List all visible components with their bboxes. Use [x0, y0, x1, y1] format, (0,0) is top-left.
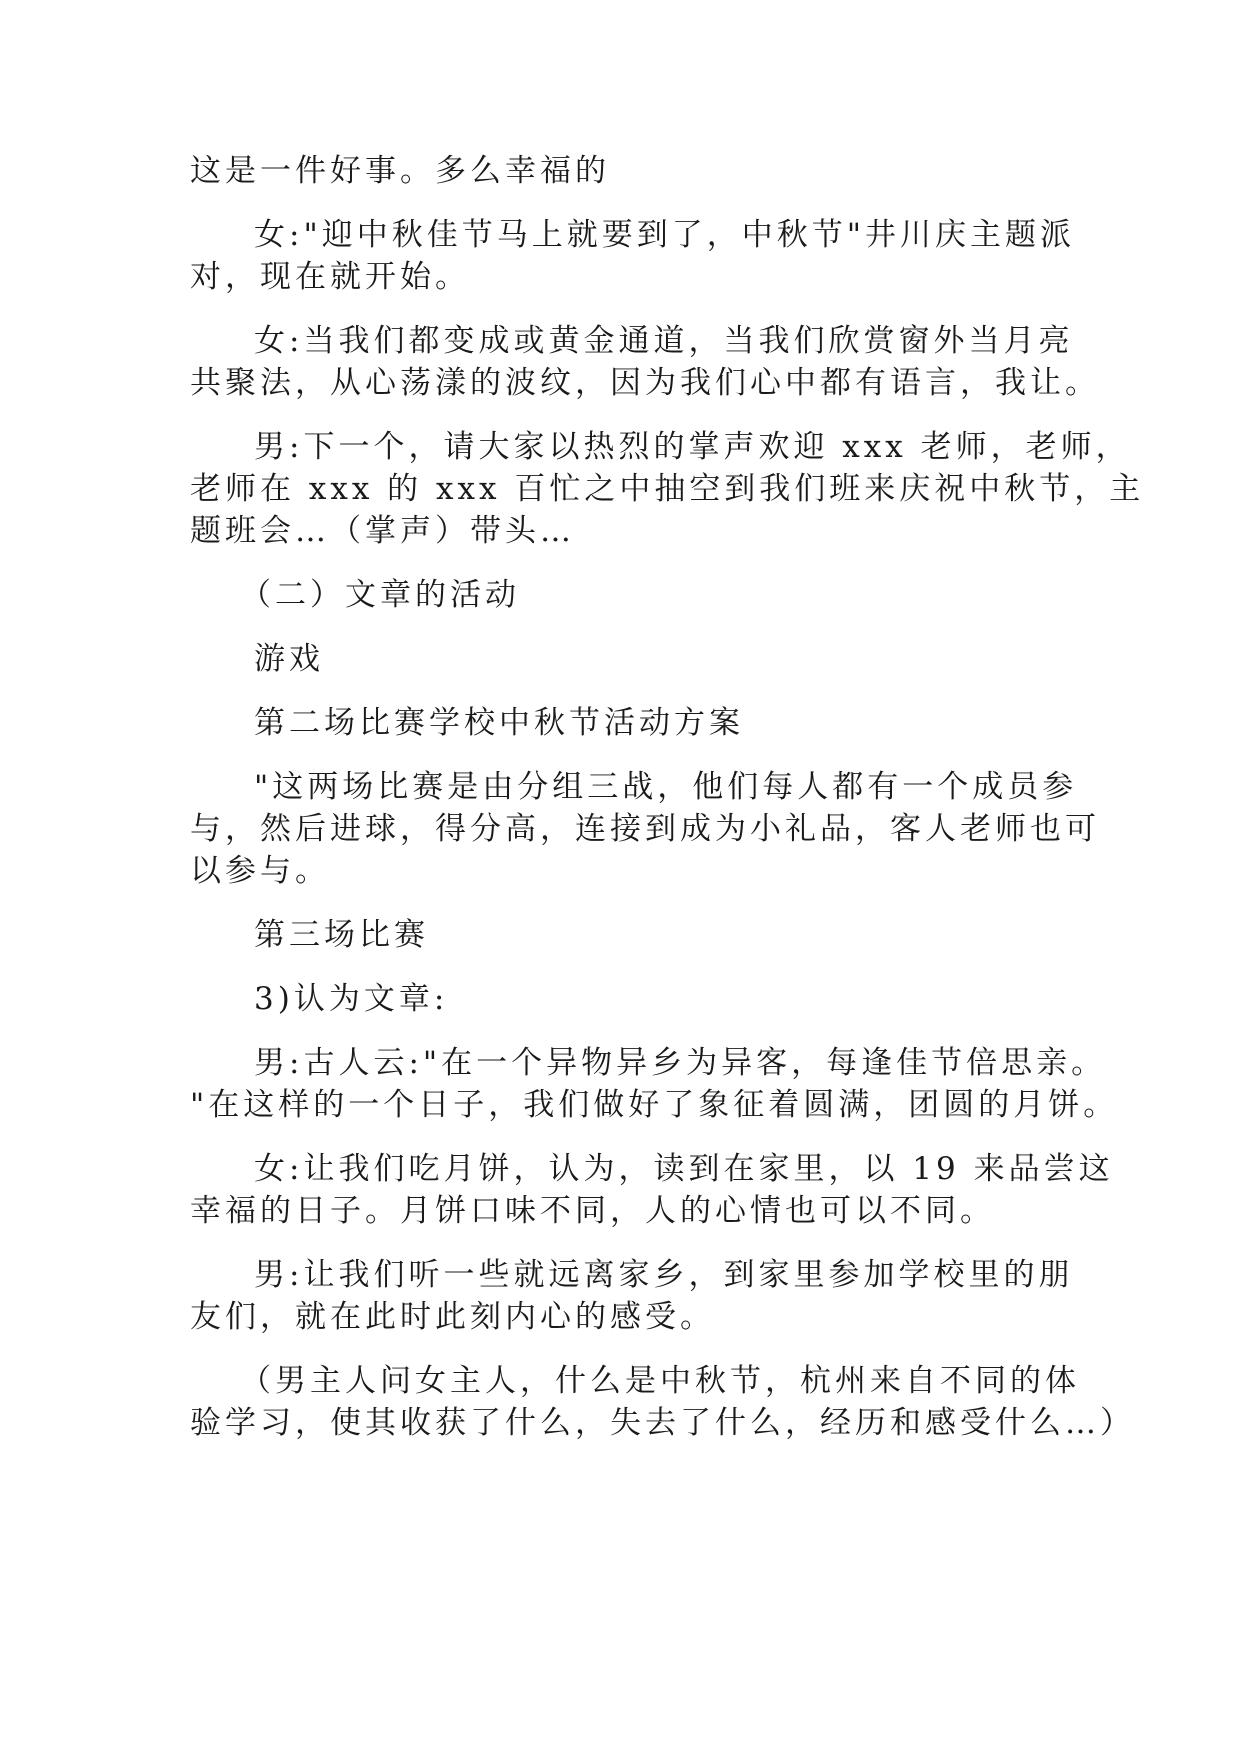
text-line: 这是一件好事。多么幸福的: [190, 153, 610, 189]
text-line: 男:让我们听一些就远离家乡，到家里参加学校里的朋: [254, 1257, 1074, 1293]
text-line: 女:当我们都变成或黄金通道，当我们欣赏窗外当月亮: [254, 323, 1074, 359]
text-line: 与，然后进球，得分高，连接到成为小礼品，客人老师也可: [190, 811, 1100, 847]
text-line: 题班会…（掌声）带头…: [190, 513, 575, 549]
text-line: 老师在 xxx 的 xxx 百忙之中抽空到我们班来庆祝中秋节，主: [190, 471, 1145, 507]
text-line: 幸福的日子。月饼口味不同，人的心情也可以不同。: [190, 1193, 995, 1229]
document-body: [190, 150, 1145, 1444]
text-line: 女:让我们吃月饼，认为，读到在家里，以 19 来品尝这: [254, 1151, 1114, 1187]
section-heading: （二）文章的活动: [240, 577, 520, 613]
text-line: "在这样的一个日子，我们做好了象征着圆满，团圆的月饼。: [190, 1087, 1119, 1123]
text-line: （男主人问女主人，什么是中秋节，杭州来自不同的体: [240, 1363, 1080, 1399]
text-line: 游戏: [254, 641, 324, 677]
text-line: 对，现在就开始。: [190, 259, 470, 295]
text-line: 3)认为文章:: [254, 981, 449, 1017]
text-line: 以参与。: [190, 853, 330, 889]
text-line: 第二场比赛学校中秋节活动方案: [254, 705, 744, 741]
text-line: 女:"迎中秋佳节马上就要到了，中秋节"井川庆主题派: [254, 217, 1075, 253]
text-line: 男:古人云:"在一个异物异乡为异客，每逢佳节倍思亲。: [254, 1045, 1107, 1081]
text-line: 验学习，使其收获了什么，失去了什么，经历和感受什么…）: [190, 1405, 1135, 1441]
text-line: 友们，就在此时此刻内心的感受。: [190, 1299, 715, 1335]
text-line: "这两场比赛是由分组三战，他们每人都有一个成员参: [254, 769, 1078, 805]
text-line: 第三场比赛: [254, 917, 429, 953]
text-line: 男:下一个，请大家以热烈的掌声欢迎 xxx 老师，老师，: [254, 429, 1131, 465]
text-line: 共聚法，从心荡漾的波纹，因为我们心中都有语言，我让。: [190, 365, 1100, 401]
